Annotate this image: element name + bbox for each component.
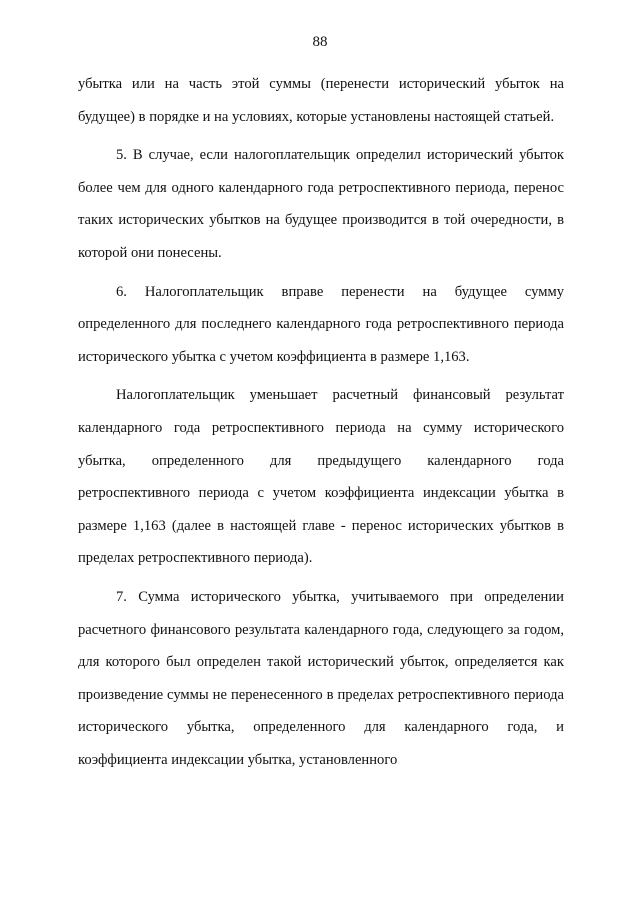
- page-number: 88: [312, 34, 328, 50]
- paragraph-item-5: 5. В случае, если налогоплательщик определил исторический убыток более чем для одного календарного года ретроспективного периода, перенос таких исторических убытков на будущее производится в той очередности, в которой они понесены.: [78, 147, 564, 261]
- paragraph-continuation: убытка или на часть этой суммы (перенести исторический убыток на будущее) в порядке и на условиях, которые установлены настоящей статьей.: [78, 76, 564, 125]
- paragraph-item-7: 7. Сумма исторического убытка, учитываемого при определении расчетного финансового результата календарного года, следующего за годом, для которого был определен такой исторический убыток, определяется как произведение суммы не перенесенного в пределах ретроспективного периода исторического убытка, определенного для календарного года, и коэффициента индексации убытка, установленного: [78, 588, 564, 768]
- paragraph-item-6: 6. Налогоплательщик вправе перенести на будущее сумму определенного для последнего календарного года ретроспективного периода исторического убытка с учетом коэффициента в размере 1,163.: [78, 283, 564, 365]
- document-body: [78, 68, 564, 782]
- paragraph-taxpayer-reduces: Налогоплательщик уменьшает расчетный финансовый результат календарного года ретроспективного периода на сумму исторического убытка, определенного для предыдущего календарного года ретроспективного периода с учетом коэффициента индексации убытка в размере 1,163 (далее в настоящей главе - перенос исторических убытков в пределах ретроспективного периода).: [78, 387, 564, 567]
